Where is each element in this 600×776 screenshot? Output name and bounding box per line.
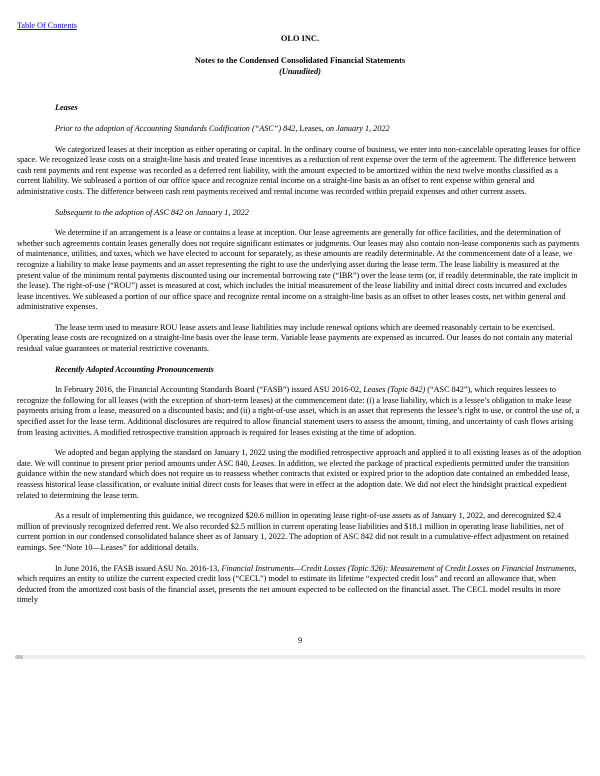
paragraph-asu-2016-02: In February 2016, the Financial Accounting Standards Board (“FASB”) issued ASU 2016-02, Leases (Topic 842) (“ASC 842”), which requires lessees to recognize the following for all leases (with the exception of short-term leases) at the commencement date: (i) a lease liability, which is a lessee’s obligation to make lease payments arising from a lease, measured on a discounted basis; and (ii) a right-of-use asset, which is an asset that represents the lessee’s right to use, or control the use of, a specified asset for the lease term. Additional disclosures are required to allow financial statement users to assess the amount, timing, and uncertainty of cash flows arising from leasing activities. A modified retrospective transition approach is required for leases existing at the time of adoption. [17, 385, 580, 437]
section-heading-recently-adopted: Recently Adopted Accounting Pronouncements [55, 364, 214, 374]
horizontal-scrollbar[interactable] [15, 655, 585, 659]
horizontal-scrollbar-thumb[interactable] [15, 655, 23, 659]
section-heading-subsequent-adoption: Subsequent to the adoption of ASC 842 on January 1, 2022 [55, 207, 249, 217]
document-subtitle: (Unaudited) [279, 66, 321, 76]
paragraph-asu-2016-13: In June 2016, the FASB issued ASU No. 2016-13, Financial Instruments—Credit Losses (Topic 326): Measurement of Credit Losses on Financial Instruments, which requires an entity to utilize the current expected credit loss (“CECL”) model to estimate its lifetime “expected credit loss” and record an allowance that, when deducted from the amortized cost basis of the financial asset, presents the net amount expected to be collected on the financial asset. The CECL model results in more timely [17, 563, 577, 605]
section-heading-prior-adoption: Prior to the adoption of Accounting Standards Codification (“ASC”) 842, Leases, on January 1, 2022 [55, 123, 390, 133]
paragraph-adoption-approach: We adopted and began applying the standard on January 1, 2022 using the modified retrospective approach and applied it to all existing leases as of the adoption date. We will continue to present prior period amounts under ASC 840, Leases. In addition, we elected the package of practical expedients permitted under the transition guidance within the new standard which does not require us to reassess whether contracts that existed or expired prior to the adoption date contained an embedded lease, reassess historical lease classification, or evaluate initial direct costs for leases that were in effect at the adoption date. We did not elect the hindsight practical expedient related to determining the lease term. [17, 448, 582, 500]
paragraph-lease-categorization: We categorized leases at their inception as either operating or capital. In the ordinary course of business, we enter into non-cancelable operating leases for office space. We recognized lease costs on a straight-line basis and treated lease incentives as a reduction of rent expense over the term of the agreement. The difference between cash rent payments and rent expense was recorded as a deferred rent liability, with the amount expected to be amortized within the next twelve months classified as a current liability. We subleased a portion of our office space and recognize rental income on a straight-line basis as an offset to rent expense within general and administrative costs. The difference between cash rent payments received and rental income was recorded within prepaid expenses and other current assets. [17, 144, 581, 196]
paragraph-lease-determination: We determine if an arrangement is a lease or contains a lease at inception. Our lease agreements are generally for office facilities, and the determination of whether such agreements contain leases generally does not require significant estimates or judgments. Our leases may also contain non-lease components such as payments of maintenance, utilities, and taxes, which we have elected to account for separately, as these amounts are readily determinable. At the commencement date of a lease, we recognize a liability to make lease payments and an asset representing the right to use the underlying asset during the lease term. The lease liability is measured at the present value of the minimum rental payments discounted using our incremental borrowing rate (“IBR”) over the lease term (or, if readily determinable, the rate implicit in the lease). The right-of-use (“ROU”) asset is measured at cost, which includes the initial measurement of the lease liability and initial direct costs incurred and excludes lease incentives. We subleased a portion of our office space and recognize rental income on a straight-line basis as an offset to other leases costs, net within general and administrative expenses. [17, 228, 580, 312]
section-heading-leases: Leases [55, 103, 78, 113]
paragraph-lease-term: The lease term used to measure ROU lease assets and lease liabilities may include renewal options which are deemed reasonably certain to be exercised. Operating lease costs are recognized on a straight-line basis over the lease term. Variable lease payments are expensed as incurred. Our leases do not contain any material residual value guarantees or material restrictive covenants. [17, 322, 573, 354]
company-name: OLO INC. [280, 33, 320, 43]
paragraph-adoption-impact: As a result of implementing this guidance, we recognized $20.6 million in operating lease right-of-use assets as of January 1, 2022, and derecognized $2.4 million of previously recognized deferred rent. We also recorded $2.5 million in current operating lease liabilities and $18.1 million in operating lease liabilities, net of current portion in our condensed consolidated balance sheet as of January 1, 2022. The adoption of ASC 842 did not result in a cumulative-effect adjustment on retained earnings. See “Note 10—Leases” for additional details. [17, 511, 569, 552]
document-title: Notes to the Condensed Consolidated Financial Statements [194, 56, 406, 66]
page-number: 9 [297, 636, 303, 645]
table-of-contents-link[interactable]: Table Of Contents [17, 21, 77, 30]
